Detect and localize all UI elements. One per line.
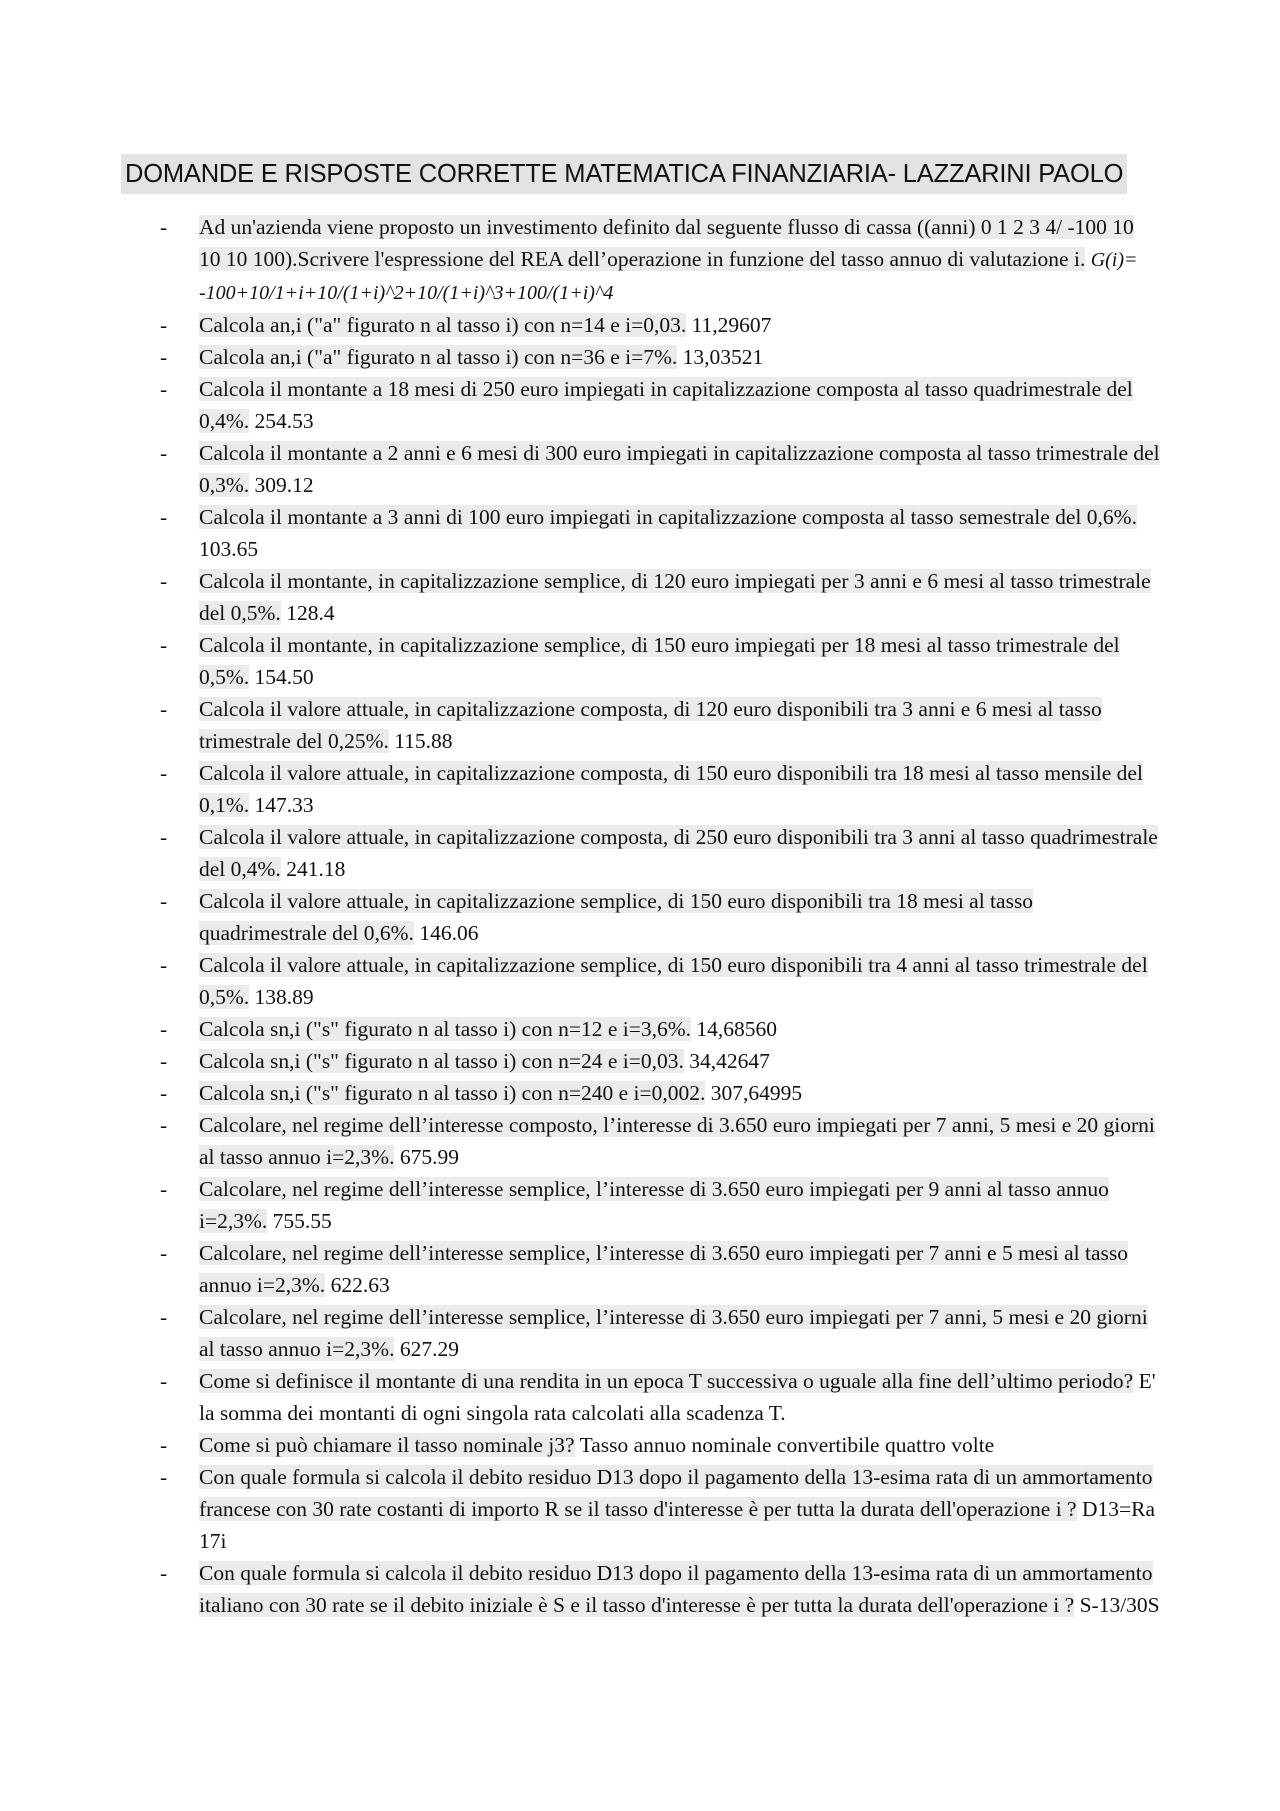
answer-text: 34,42647 (689, 1049, 770, 1073)
answer-text: 13,03521 (682, 345, 764, 369)
question-text: Calcola an,i ("a" figurato n al tasso i) con n=14 e i=0,03. (199, 313, 687, 337)
question-text: Calcolare, nel regime dell’interesse semplice, l’interesse di 3.650 euro impiegati per 9 anni al tasso annuo i=2,3%. (199, 1177, 1109, 1233)
question-text: Calcola il valore attuale, in capitalizzazione composta, di 150 euro disponibili tra 18 mesi al tasso mensile del 0,1%. (199, 761, 1143, 817)
bullet-dash: - (160, 825, 168, 849)
list-item (0, 1557, 1280, 1621)
answer-text: 147.33 (254, 793, 314, 817)
question-text: Calcola sn,i ("s" figurato n al tasso i) con n=240 e i=0,002. (199, 1081, 706, 1105)
list-item (0, 1013, 1280, 1045)
bullet-dash: - (160, 1113, 168, 1137)
question-text: Con quale formula si calcola il debito residuo D13 dopo il pagamento della 13-esima rata di un ammortamento italiano con 30 rate se il debito iniziale è S e il tasso d'interesse è per tutta la durata dell'operazione i ? (199, 1561, 1153, 1617)
answer-text: 138.89 (254, 985, 314, 1009)
answer-text: G(i)= -100+10/1+i+10/(1+i)^2+10/(1+i)^3+100/(1+i)^4 (199, 249, 1138, 304)
answer-text: 675.99 (399, 1145, 459, 1169)
list-item (0, 1077, 1280, 1109)
bullet-dash: - (160, 1017, 168, 1041)
bullet-dash: - (160, 1433, 168, 1457)
question-text: Calcola sn,i ("s" figurato n al tasso i) con n=12 e i=3,6%. (199, 1017, 692, 1041)
bullet-dash: - (160, 505, 168, 529)
bullet-dash: - (160, 1465, 168, 1489)
list-item (0, 501, 1280, 565)
answer-text: 128.4 (286, 601, 335, 625)
answer-text: 755.55 (272, 1209, 332, 1233)
question-text: Calcolare, nel regime dell’interesse composto, l’interesse di 3.650 euro impiegati per 7 anni, 5 mesi e 20 giorni al tasso annuo i=2,3%. (199, 1113, 1155, 1169)
bullet-dash: - (160, 633, 168, 657)
list-item (0, 437, 1280, 501)
answer-text: 254.53 (254, 409, 314, 433)
list-item (0, 1173, 1280, 1237)
question-text: Calcola il valore attuale, in capitalizzazione composta, di 120 euro disponibili tra 3 anni e 6 mesi al tasso trimestrale del 0,25%. (199, 697, 1102, 753)
question-text: Ad un'azienda viene proposto un investimento definito dal seguente flusso di cassa ((anni) 0 1 2 3 4/ -100 10 10 10 100).Scrivere l'espressione del REA dell’operazione in funzione del tasso annuo di valutazione i. (199, 215, 1134, 271)
question-text: Calcolare, nel regime dell’interesse semplice, l’interesse di 3.650 euro impiegati per 7 anni e 5 mesi al tasso annuo i=2,3%. (199, 1241, 1128, 1297)
bullet-dash: - (160, 313, 168, 337)
answer-text: 11,29607 (691, 313, 772, 337)
answer-text: 146.06 (419, 921, 479, 945)
answer-text: 14,68560 (696, 1017, 778, 1041)
question-text: Calcola sn,i ("s" figurato n al tasso i) con n=24 e i=0,03. (199, 1049, 684, 1073)
list-item (0, 565, 1280, 629)
list-item (0, 1461, 1280, 1557)
answer-text: 154.50 (254, 665, 314, 689)
list-item (0, 693, 1280, 757)
question-text: Calcola il montante, in capitalizzazione semplice, di 150 euro impiegati per 18 mesi al tasso trimestrale del 0,5%. (199, 633, 1120, 689)
bullet-dash: - (160, 1177, 168, 1201)
question-text: Con quale formula si calcola il debito residuo D13 dopo il pagamento della 13-esima rata di un ammortamento francese con 30 rate costanti di importo R se il tasso d'interesse è per tutta la durata dell'operazione i ? (199, 1465, 1153, 1521)
list-item (0, 629, 1280, 693)
question-text: Calcola il montante a 2 anni e 6 mesi di 300 euro impiegati in capitalizzazione composta al tasso trimestrale del 0,3%. (199, 441, 1160, 497)
list-item (0, 373, 1280, 437)
bullet-dash: - (160, 1305, 168, 1329)
answer-text: S-13/30S (1079, 1593, 1160, 1617)
bullet-dash: - (160, 761, 168, 785)
question-list (0, 211, 1280, 1621)
bullet-dash: - (160, 697, 168, 721)
list-item (0, 885, 1280, 949)
question-text: Calcola an,i ("a" figurato n al tasso i) con n=36 e i=7%. (199, 345, 678, 369)
answer-text: 307,64995 (710, 1081, 803, 1105)
bullet-dash: - (160, 1241, 168, 1265)
bullet-dash: - (160, 1561, 168, 1585)
list-item (0, 1237, 1280, 1301)
question-text: Calcola il valore attuale, in capitalizzazione semplice, di 150 euro disponibili tra 4 anni al tasso trimestrale del 0,5%. (199, 953, 1148, 1009)
answer-text: E' la somma dei montanti di ogni singola rata calcolati alla scadenza T. (199, 1369, 1156, 1425)
bullet-dash: - (160, 1049, 168, 1073)
bullet-dash: - (160, 889, 168, 913)
answer-text: 115.88 (394, 729, 453, 753)
question-text: Calcolare, nel regime dell’interesse semplice, l’interesse di 3.650 euro impiegati per 7 anni, 5 mesi e 20 giorni al tasso annuo i=2,3%. (199, 1305, 1148, 1361)
answer-text: 241.18 (286, 857, 346, 881)
question-text: Come si può chiamare il tasso nominale j3? (199, 1433, 575, 1457)
list-item (0, 341, 1280, 373)
question-text: Calcola il valore attuale, in capitalizzazione composta, di 250 euro disponibili tra 3 anni al tasso quadrimestrale del 0,4%. (199, 825, 1158, 881)
question-text: Calcola il montante a 18 mesi di 250 euro impiegati in capitalizzazione composta al tasso quadrimestrale del 0,4%. (199, 377, 1133, 433)
answer-text: D13=Ra 17i (199, 1497, 1156, 1553)
question-text: Calcola il montante a 3 anni di 100 euro impiegati in capitalizzazione composta al tasso semestrale del 0,6%. (199, 505, 1137, 529)
list-item (0, 1109, 1280, 1173)
list-item (0, 1429, 1280, 1461)
list-item (0, 211, 1280, 309)
list-item (0, 309, 1280, 341)
question-text: Calcola il valore attuale, in capitalizzazione semplice, di 150 euro disponibili tra 18 mesi al tasso quadrimestrale del 0,6%. (199, 889, 1034, 945)
list-item (0, 757, 1280, 821)
answer-text: 309.12 (254, 473, 314, 497)
question-text: Calcola il montante, in capitalizzazione semplice, di 120 euro impiegati per 3 anni e 6 mesi al tasso trimestrale del 0,5%. (199, 569, 1151, 625)
list-item (0, 1045, 1280, 1077)
bullet-dash: - (160, 1081, 168, 1105)
question-text: Come si definisce il montante di una rendita in un epoca T successiva o uguale alla fine dell’ultimo periodo? (199, 1369, 1134, 1393)
answer-text: 627.29 (399, 1337, 459, 1361)
bullet-dash: - (160, 1369, 168, 1393)
bullet-dash: - (160, 377, 168, 401)
list-item (0, 949, 1280, 1013)
bullet-dash: - (160, 953, 168, 977)
bullet-dash: - (160, 569, 168, 593)
answer-text: Tasso annuo nominale convertibile quattro volte (579, 1433, 995, 1457)
answer-text: 622.63 (330, 1273, 390, 1297)
bullet-dash: - (160, 345, 168, 369)
list-item (0, 821, 1280, 885)
list-item (0, 1301, 1280, 1365)
answer-text: 103.65 (199, 537, 259, 561)
bullet-dash: - (160, 215, 168, 239)
list-item (0, 1365, 1280, 1429)
bullet-dash: - (160, 441, 168, 465)
document-title: DOMANDE E RISPOSTE CORRETTE MATEMATICA FINANZIARIA- LAZZARINI PAOLO (121, 154, 1127, 194)
